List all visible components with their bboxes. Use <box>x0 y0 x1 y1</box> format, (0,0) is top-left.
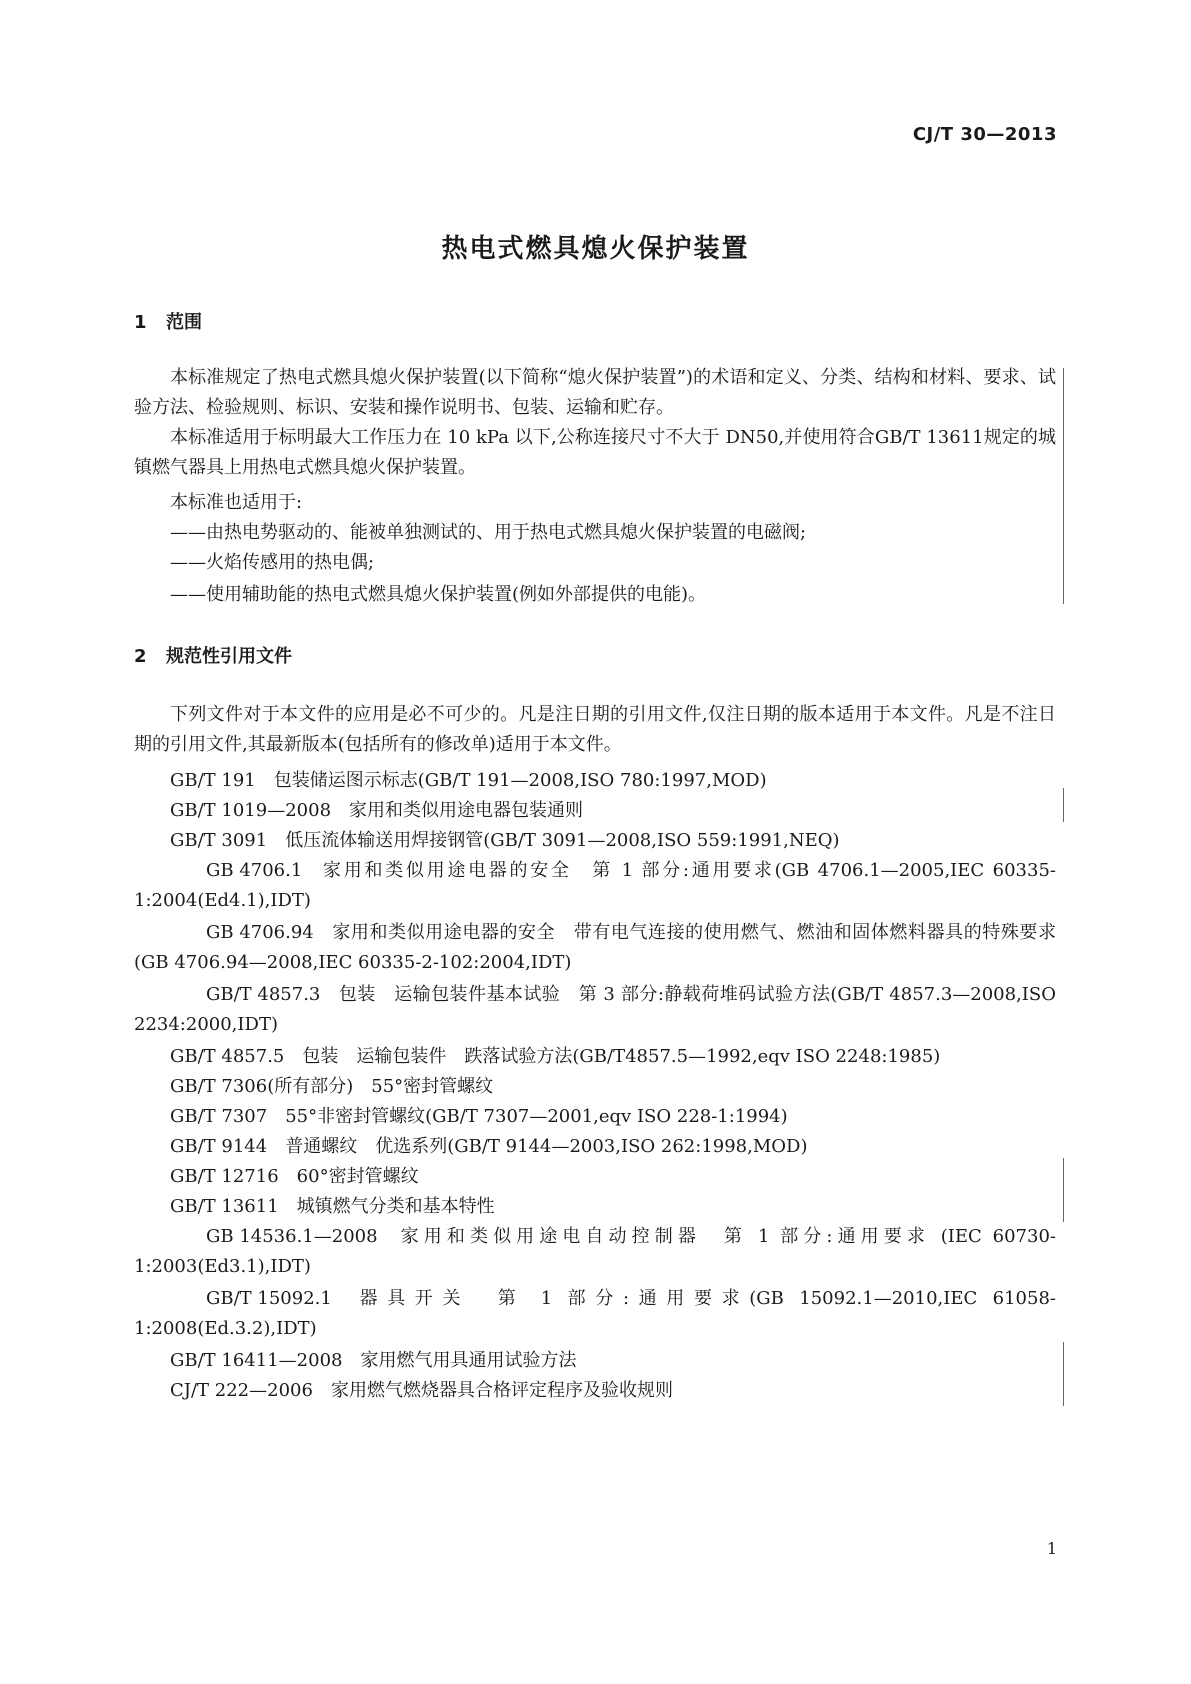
reference-title: 包装储运图示标志(GB/T 191—2008,ISO 780:1997,MOD) <box>273 770 767 791</box>
reference-code: GB/T 191 <box>170 770 256 791</box>
section-1-heading <box>134 308 202 334</box>
reference-item <box>134 856 1056 916</box>
reference-code: GB 14536.1—2008 <box>206 1226 378 1247</box>
list-item: ——由热电势驱动的、能被单独测试的、用于热电式燃具熄火保护装置的电磁阀; <box>170 522 807 543</box>
reference-item <box>170 766 767 792</box>
change-bar <box>1063 788 1064 822</box>
change-bar <box>1063 1158 1064 1222</box>
reference-title: 包装 运输包装件 跌落试验方法(GB/T4857.5—1992,eqv ISO 2248:1985) <box>302 1046 941 1067</box>
section-2-intro: 下列文件对于本文件的应用是必不可少的。凡是注日期的引用文件,仅注日期的版本适用于本文件。凡是不注日期的引用文件,其最新版本(包括所有的修改单)适用于本文件。 <box>134 704 1056 755</box>
reference-title: 低压流体输送用焊接钢管(GB/T 3091—2008,ISO 559:1991,NEQ) <box>285 830 840 851</box>
document-title: 热电式燃具熄火保护装置 <box>441 234 750 264</box>
reference-title: 普通螺纹 优选系列(GB/T 9144—2003,ISO 262:1998,MOD) <box>285 1136 808 1157</box>
reference-title: 器具开关 第 1 部分:通用要求(GB 15092.1—2010,IEC 61058-1:2008(Ed.3.2),IDT) <box>134 1288 1056 1339</box>
reference-code: GB/T 9144 <box>170 1136 268 1157</box>
reference-title: 家用和类似用途电器的安全 带有电气连接的使用燃气、燃油和固体燃料器具的特殊要求(GB 4706.94—2008,IEC 60335-2-102:2004,IDT) <box>134 922 1056 973</box>
reference-title: 60°密封管螺纹 <box>296 1166 419 1187</box>
section-2-heading <box>134 642 292 668</box>
section-2-number: 2 <box>134 646 147 667</box>
reference-code: GB/T 16411—2008 <box>170 1350 343 1371</box>
reference-title: 家用和类似用途电器的安全 第 1 部分:通用要求(GB 4706.1—2005,IEC 60335-1:2004(Ed4.1),IDT) <box>134 860 1056 911</box>
reference-code: GB/T 13611 <box>170 1196 279 1217</box>
reference-item <box>170 1346 576 1372</box>
reference-code: GB/T 3091 <box>170 830 268 851</box>
reference-title: 包装 运输包装件基本试验 第 3 部分:静载荷堆码试验方法(GB/T 4857.3—2008,ISO 2234:2000,IDT) <box>134 984 1056 1035</box>
section-1-paragraph-3: 本标准也适用于: <box>170 492 303 513</box>
reference-title: 55°密封管螺纹 <box>371 1076 494 1097</box>
reference-code: GB/T 1019—2008 <box>170 800 332 821</box>
section-2-title: 规范性引用文件 <box>166 646 292 667</box>
list-item: ——火焰传感用的热电偶; <box>170 552 375 573</box>
reference-item <box>170 1132 808 1158</box>
reference-title: 家用和类似用途电自动控制器 第 1 部分:通用要求 (IEC 60730-1:2003(Ed3.1),IDT) <box>134 1226 1056 1277</box>
reference-item <box>134 1284 1056 1344</box>
reference-code: GB/T 4857.3 <box>206 984 321 1005</box>
reference-code: GB/T 7307 <box>170 1106 268 1127</box>
standard-number: CJ/T 30—2013 <box>912 124 1057 145</box>
reference-code: GB/T 12716 <box>170 1166 279 1187</box>
reference-item <box>134 918 1056 978</box>
reference-item <box>170 1042 940 1068</box>
reference-item <box>170 826 840 852</box>
section-1-paragraph-2: 本标准适用于标明最大工作压力在 10 kPa 以下,公称连接尺寸不大于 DN50,并使用符合GB/T 13611规定的城镇燃气器具上用热电式燃具熄火保护装置。 <box>134 427 1056 478</box>
section-1-paragraph-1: 本标准规定了热电式燃具熄火保护装置(以下简称“熄火保护装置”)的术语和定义、分类、结构和材料、要求、试验方法、检验规则、标识、安装和操作说明书、包装、运输和贮存。 <box>134 367 1056 418</box>
reference-code: GB 4706.94 <box>206 922 314 943</box>
reference-item <box>170 1072 493 1098</box>
reference-title: 55°非密封管螺纹(GB/T 7307—2001,eqv ISO 228-1:1994) <box>285 1106 788 1127</box>
reference-item <box>134 980 1056 1040</box>
reference-title: 家用燃气用具通用试验方法 <box>360 1350 577 1371</box>
reference-title: 家用和类似用途电器包装通则 <box>349 800 584 821</box>
reference-code: GB/T 15092.1 <box>206 1288 332 1309</box>
reference-item <box>170 1376 673 1402</box>
reference-code: GB/T 4857.5 <box>170 1046 285 1067</box>
reference-title: 城镇燃气分类和基本特性 <box>296 1196 495 1217</box>
change-bar <box>1063 1342 1064 1406</box>
reference-code: GB 4706.1 <box>206 860 303 881</box>
change-bar <box>1063 368 1064 604</box>
reference-title: 家用燃气燃烧器具合格评定程序及验收规则 <box>330 1380 673 1401</box>
page-number: 1 <box>1046 1539 1057 1558</box>
section-1-title: 范围 <box>166 312 202 333</box>
reference-code: GB/T 7306(所有部分) <box>170 1076 354 1097</box>
section-1-number: 1 <box>134 312 147 333</box>
reference-code: CJ/T 222—2006 <box>170 1380 313 1401</box>
reference-item <box>170 1192 495 1218</box>
reference-item <box>134 1222 1056 1282</box>
reference-item <box>170 1162 419 1188</box>
reference-item <box>170 796 583 822</box>
list-item: ——使用辅助能的热电式燃具熄火保护装置(例如外部提供的电能)。 <box>170 584 707 605</box>
reference-item <box>170 1102 788 1128</box>
